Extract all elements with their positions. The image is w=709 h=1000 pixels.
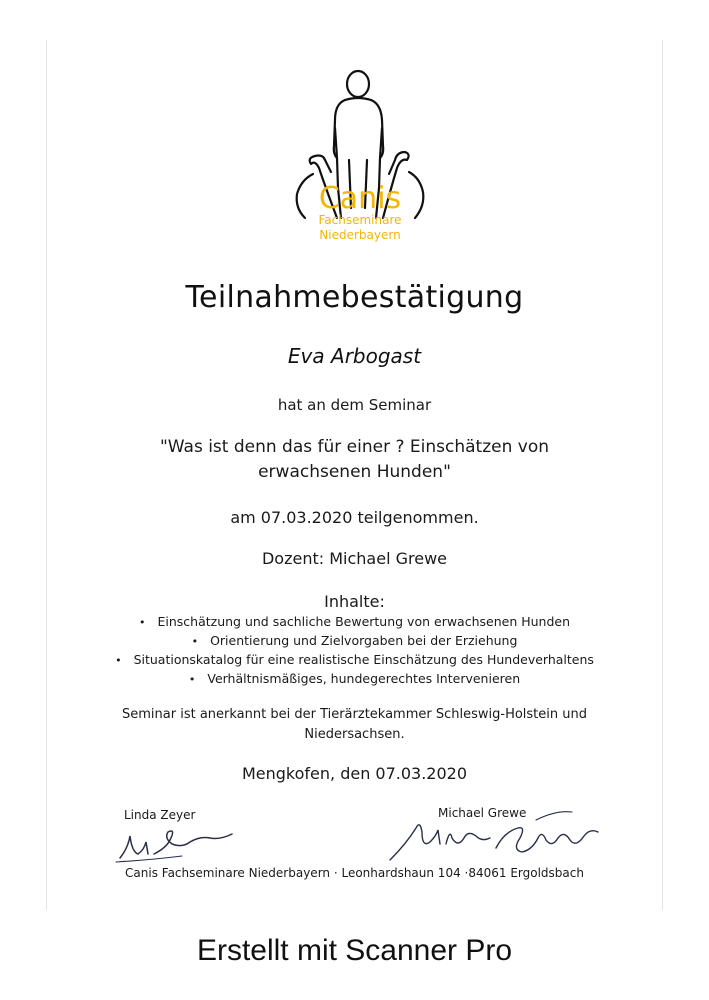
participant-name: Eva Arbogast [287,344,422,368]
certificate-title: Teilnahmebestätigung [185,280,524,315]
contents-heading: Inhalte: [324,592,385,611]
bullet-icon: • [138,616,146,629]
content-item-text: Einschätzung und sachliche Bewertung von erwachsenen Hunden [157,614,571,629]
participation-date: am 07.03.2020 teilgenommen. [230,508,479,527]
signatory-left-name: Linda Zeyer [124,808,196,822]
list-item [0,614,709,629]
list-item [0,671,709,686]
signature-right [386,808,606,868]
list-item [0,633,709,648]
content-item-text: Verhältnismäßiges, hundegerechtes Intervenieren [207,671,521,686]
seminar-title-line2: erwachsenen Hunden" [258,462,451,482]
lecturer: Dozent: Michael Grewe [261,549,447,568]
signature-left [110,818,240,868]
seminar-title-line1: "Was ist denn das für einer ? Einschätzen von [159,437,550,457]
content-item-text: Situationskatalog für eine realistische Einschätzung des Hundeverhaltens [133,652,594,667]
signatory-right-name: Michael Grewe [438,806,527,820]
content-item-text: Orientierung und Zielvorgaben bei der Erziehung [210,633,518,648]
recognition-line1: Seminar ist anerkannt bei der Tierärztekammer Schleswig-Holstein und [122,707,587,722]
bullet-icon: • [115,654,122,667]
scanner-footer: Erstellt mit Scanner Pro [196,934,513,967]
address-line: Canis Fachseminare Niederbayern · Leonhardshaun 104 ·84061 Ergoldsbach [125,866,584,880]
place-date: Mengkofen, den 07.03.2020 [241,764,468,783]
canis-logo [285,68,435,248]
logo-line1-text: Fachseminare [318,213,402,227]
bullet-icon: • [191,635,199,648]
bullet-icon: • [188,673,196,686]
list-item [0,652,709,667]
logo-line2-text: Niederbayern [319,228,401,242]
recognition-line2: Niedersachsen. [304,727,405,742]
logo-brand-text: Canis [318,181,402,216]
intro-text: hat an dem Seminar [277,396,432,414]
